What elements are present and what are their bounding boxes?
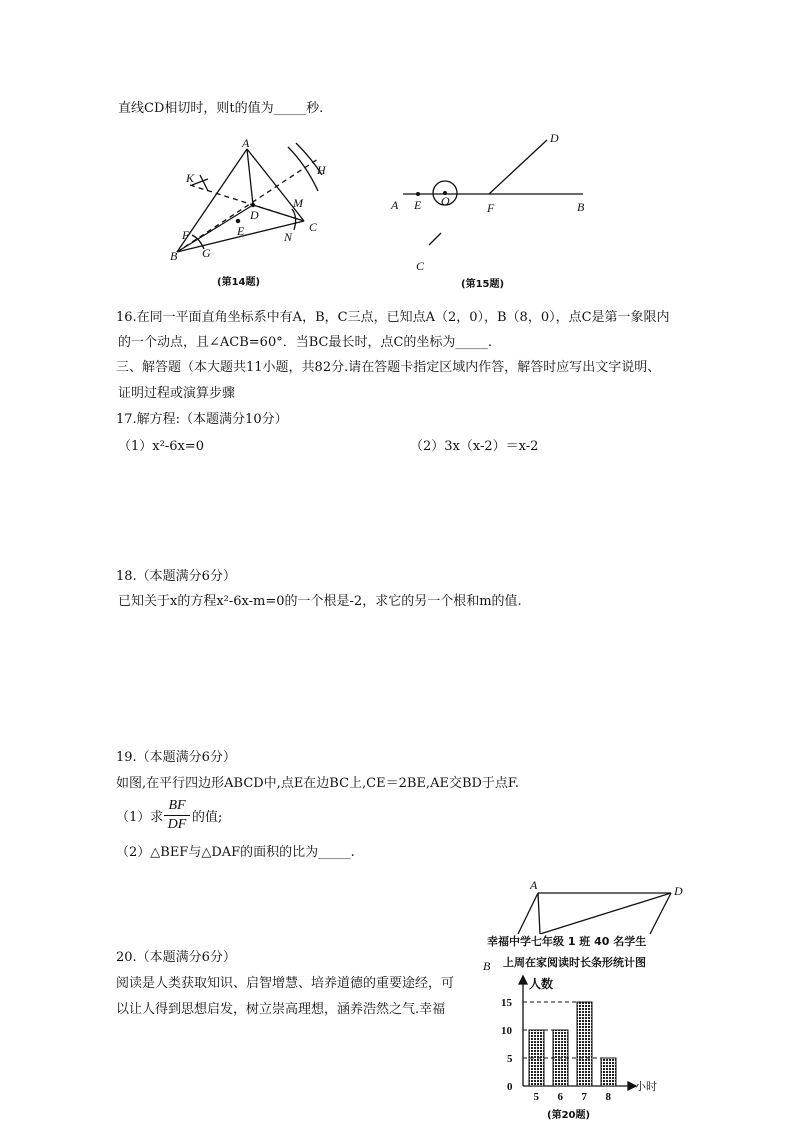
q17-part1: （1）x²-6x=0 — [118, 439, 204, 454]
fig15-caption: (第15题) — [461, 279, 505, 290]
y-axis-label: 人数 — [529, 977, 554, 991]
q15-tail-line: 直线CD相切时，则t的值为_____秒. — [118, 101, 324, 116]
x-tick-label: 5 — [533, 1091, 539, 1103]
q19-part2: （2）△BEF与△DAF的面积的比为_____. — [116, 845, 355, 860]
q17-title: 17.解方程:（本题满分10分） — [116, 412, 288, 427]
label-N: N — [284, 230, 293, 244]
q20-line2: 以让人得到思想启发，树立崇高理想，涵养浩然之气.幸福 — [116, 1002, 446, 1017]
y-tick-label: 0 — [507, 1081, 513, 1093]
q16-line1: 16.在同一平面直角坐标系中有A，B，C三点，已知点A（2，0），B（8，0），点C是第一象限内 — [116, 310, 670, 325]
label-A: A — [242, 136, 250, 150]
x-axis-label: 小时 — [635, 1080, 657, 1093]
label-F: F — [182, 228, 190, 242]
label-A: A — [391, 198, 399, 212]
x-tick-label: 6 — [557, 1091, 563, 1103]
q19-part1-prefix: （1）求 — [116, 810, 164, 825]
section3-heading: 三、解答题（本大题共11小题，共82分.请在答题卡指定区域内作答，解答时应写出文字说明、 — [116, 360, 661, 375]
label-A: A — [530, 878, 538, 892]
chart-title-line2: 上周在家阅读时长条形统计图 — [503, 956, 646, 969]
fraction-bar — [164, 815, 190, 816]
q18-text: 已知关于x的方程x²-6x-m=0的一个根是-2，求它的另一个根和m的值. — [118, 594, 522, 609]
label-C: C — [416, 259, 425, 273]
q19-part1-suffix: 的值; — [192, 810, 223, 825]
label-B: B — [483, 959, 491, 972]
q16-line2: 的一个动点，且∠ACB=60°．当BC最长时，点C的坐标为_____. — [118, 335, 493, 350]
q19-text: 如图,在平行四边形ABCD中,点E在边BC上,CE＝2BE,AE交BD于点F. — [116, 776, 520, 791]
label-H: H — [317, 163, 326, 177]
label-B: B — [577, 200, 585, 214]
y-axis-arrow — [519, 976, 527, 984]
chart-title-line1: 幸福中学七年级 1 班 40 名学生 — [487, 935, 647, 948]
y-tick-label: 15 — [501, 997, 512, 1009]
fig20-caption: (第20题) — [547, 1110, 591, 1121]
fraction-BF-DF — [164, 798, 190, 833]
q19-title: 19.（本题满分6分） — [116, 750, 236, 765]
q20-title: 20.（本题满分6分） — [116, 950, 236, 965]
label-C: C — [309, 220, 318, 234]
y-tick-label: 5 — [507, 1053, 513, 1065]
fraction-denominator: DF — [167, 817, 187, 832]
fig14-caption: (第14题) — [217, 277, 261, 288]
section3-heading-cont: 证明过程或演算步骤 — [118, 386, 236, 401]
label-O: O — [441, 194, 450, 208]
fraction-numerator: BF — [168, 798, 186, 813]
q18-title: 18.（本题满分6分） — [116, 569, 236, 584]
label-D: D — [250, 208, 259, 222]
x-tick-label: 8 — [605, 1091, 611, 1103]
label-E: E — [414, 198, 422, 212]
label-G: G — [202, 246, 211, 260]
label-B: B — [170, 249, 178, 263]
label-K: K — [186, 171, 195, 185]
label-D: D — [550, 131, 559, 145]
q17-part2: （2）3x（x-2）＝x-2 — [410, 439, 539, 454]
bar-chart — [495, 972, 675, 1122]
figure-14 — [170, 135, 340, 295]
figure-15 — [385, 125, 595, 295]
label-E: E — [237, 224, 245, 238]
label-D: D — [674, 884, 683, 898]
label-F: F — [487, 201, 495, 215]
label-M: M — [293, 196, 303, 210]
bar-8 — [601, 1058, 616, 1086]
q20-line1: 阅读是人类获取知识、启智增慧、培养道德的重要途经，可 — [116, 976, 455, 991]
bar-7 — [577, 1002, 592, 1086]
y-tick-label: 10 — [501, 1025, 512, 1037]
x-tick-label: 7 — [581, 1091, 587, 1103]
